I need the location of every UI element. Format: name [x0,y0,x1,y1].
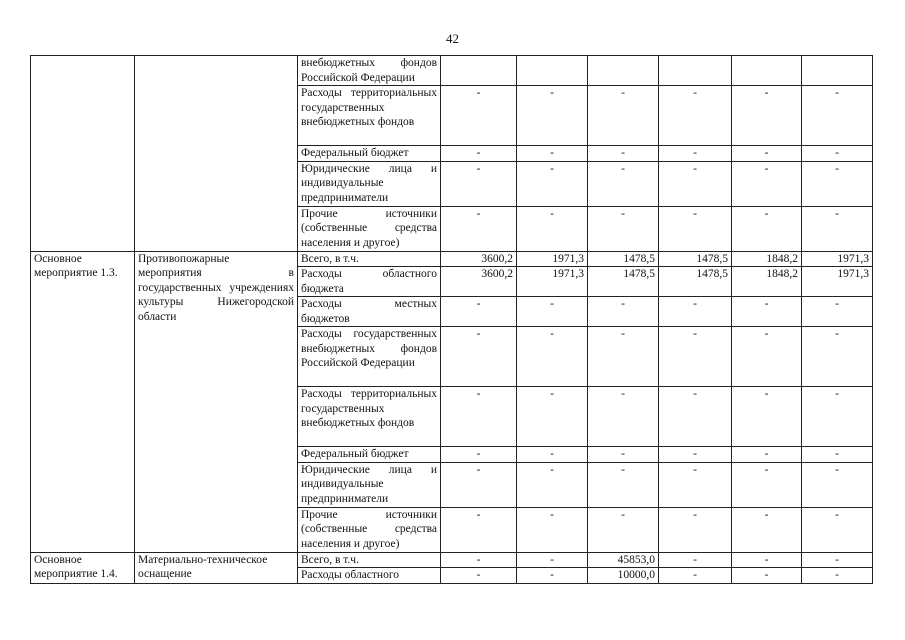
value-cell: - [659,507,732,552]
value-cell: - [802,447,873,463]
value-cell: - [517,297,588,327]
value-cell: 3600,2 [441,267,517,297]
value-cell: - [588,86,659,146]
value-cell: - [441,297,517,327]
value-cell: 1971,3 [802,267,873,297]
value-cell: - [588,297,659,327]
value-cell: - [659,146,732,162]
value-cell: 1971,3 [517,267,588,297]
value-cell: - [732,552,802,568]
funding-source-cell: Расходы областного [298,568,441,584]
value-cell: - [517,447,588,463]
value-cell: - [732,447,802,463]
value-cell: - [588,206,659,251]
funding-source-cell: Федеральный бюджет [298,146,441,162]
value-cell: - [732,206,802,251]
table-row [31,552,873,568]
event-description-cell: Противопожарные мероприятия в государственных учреждениях культуры Нижегородской области [135,251,298,552]
value-cell: - [802,161,873,206]
value-cell: - [732,568,802,584]
value-cell: - [802,507,873,552]
value-cell: - [441,552,517,568]
value-cell: - [441,387,517,447]
value-cell: - [517,568,588,584]
value-cell: - [802,552,873,568]
funding-source-cell: Расходы местных бюджетов [298,297,441,327]
value-cell: - [517,206,588,251]
value-cell: - [802,206,873,251]
value-cell: 1478,5 [659,267,732,297]
value-cell: - [441,447,517,463]
value-cell: - [517,462,588,507]
value-cell: - [441,161,517,206]
funding-source-cell: Расходы территориальных государственных внебюджетных фондов [298,387,441,447]
value-cell: - [732,86,802,146]
funding-source-cell: Федеральный бюджет [298,447,441,463]
value-cell: - [441,86,517,146]
value-cell: - [588,462,659,507]
value-cell [802,56,873,86]
value-cell: - [659,297,732,327]
value-cell [441,56,517,86]
value-cell: - [732,507,802,552]
value-cell: - [588,507,659,552]
value-cell: 1478,5 [659,251,732,267]
table-row [31,251,873,267]
funding-source-cell: Юридические лица и индивидуальные предприниматели [298,161,441,206]
value-cell: - [659,161,732,206]
value-cell: - [517,161,588,206]
value-cell: - [659,447,732,463]
value-cell: - [659,568,732,584]
event-description-cell: Материально-техническое оснащение [135,552,298,583]
funding-source-cell: Расходы областного бюджета [298,267,441,297]
funding-source-cell: Юридические лица и индивидуальные предприниматели [298,462,441,507]
value-cell [517,56,588,86]
page-number: 42 [446,31,459,46]
value-cell: - [517,86,588,146]
value-cell: - [732,161,802,206]
value-cell: - [588,161,659,206]
value-cell: - [441,146,517,162]
value-cell: - [588,327,659,387]
value-cell: 1971,3 [802,251,873,267]
value-cell: - [517,552,588,568]
value-cell: - [659,86,732,146]
value-cell: - [802,146,873,162]
value-cell: - [659,462,732,507]
table-row [31,56,873,86]
value-cell: - [588,447,659,463]
value-cell: - [659,206,732,251]
value-cell: - [732,387,802,447]
value-cell: - [732,146,802,162]
event-name-cell: Основное мероприятие 1.3. [31,251,135,552]
value-cell: - [802,86,873,146]
event-name-cell: Основное мероприятие 1.4. [31,552,135,583]
value-cell: - [441,327,517,387]
value-cell: - [588,387,659,447]
value-cell [659,56,732,86]
value-cell: - [802,568,873,584]
budget-table [30,55,873,584]
value-cell: - [441,206,517,251]
funding-source-cell: Расходы государственных внебюджетных фондов Российской Федерации [298,327,441,387]
value-cell: - [517,387,588,447]
value-cell [588,56,659,86]
value-cell: 1478,5 [588,251,659,267]
value-cell: 10000,0 [588,568,659,584]
value-cell: 3600,2 [441,251,517,267]
value-cell: - [441,507,517,552]
value-cell: 1848,2 [732,251,802,267]
value-cell: - [802,327,873,387]
value-cell: - [659,387,732,447]
value-cell: - [732,327,802,387]
funding-source-cell: Прочие источники (собственные средства населения и другое) [298,206,441,251]
value-cell: 1848,2 [732,267,802,297]
funding-source-cell: Расходы территориальных государственных внебюджетных фондов [298,86,441,146]
value-cell: - [802,462,873,507]
value-cell: - [441,462,517,507]
value-cell: - [441,568,517,584]
value-cell: - [517,507,588,552]
value-cell: - [517,146,588,162]
event-name-cell [31,56,135,252]
funding-source-cell: Прочие источники (собственные средства населения и другое) [298,507,441,552]
event-description-cell [135,56,298,252]
value-cell: 45853,0 [588,552,659,568]
value-cell: 1971,3 [517,251,588,267]
value-cell: - [517,327,588,387]
value-cell: - [802,387,873,447]
value-cell: 1478,5 [588,267,659,297]
funding-source-cell: Всего, в т.ч. [298,251,441,267]
value-cell [732,56,802,86]
funding-source-cell: Всего, в т.ч. [298,552,441,568]
value-cell: - [588,146,659,162]
value-cell: - [802,297,873,327]
value-cell: - [732,297,802,327]
value-cell: - [659,327,732,387]
value-cell: - [659,552,732,568]
funding-source-cell: внебюджетных фондов Российской Федерации [298,56,441,86]
value-cell: - [732,462,802,507]
